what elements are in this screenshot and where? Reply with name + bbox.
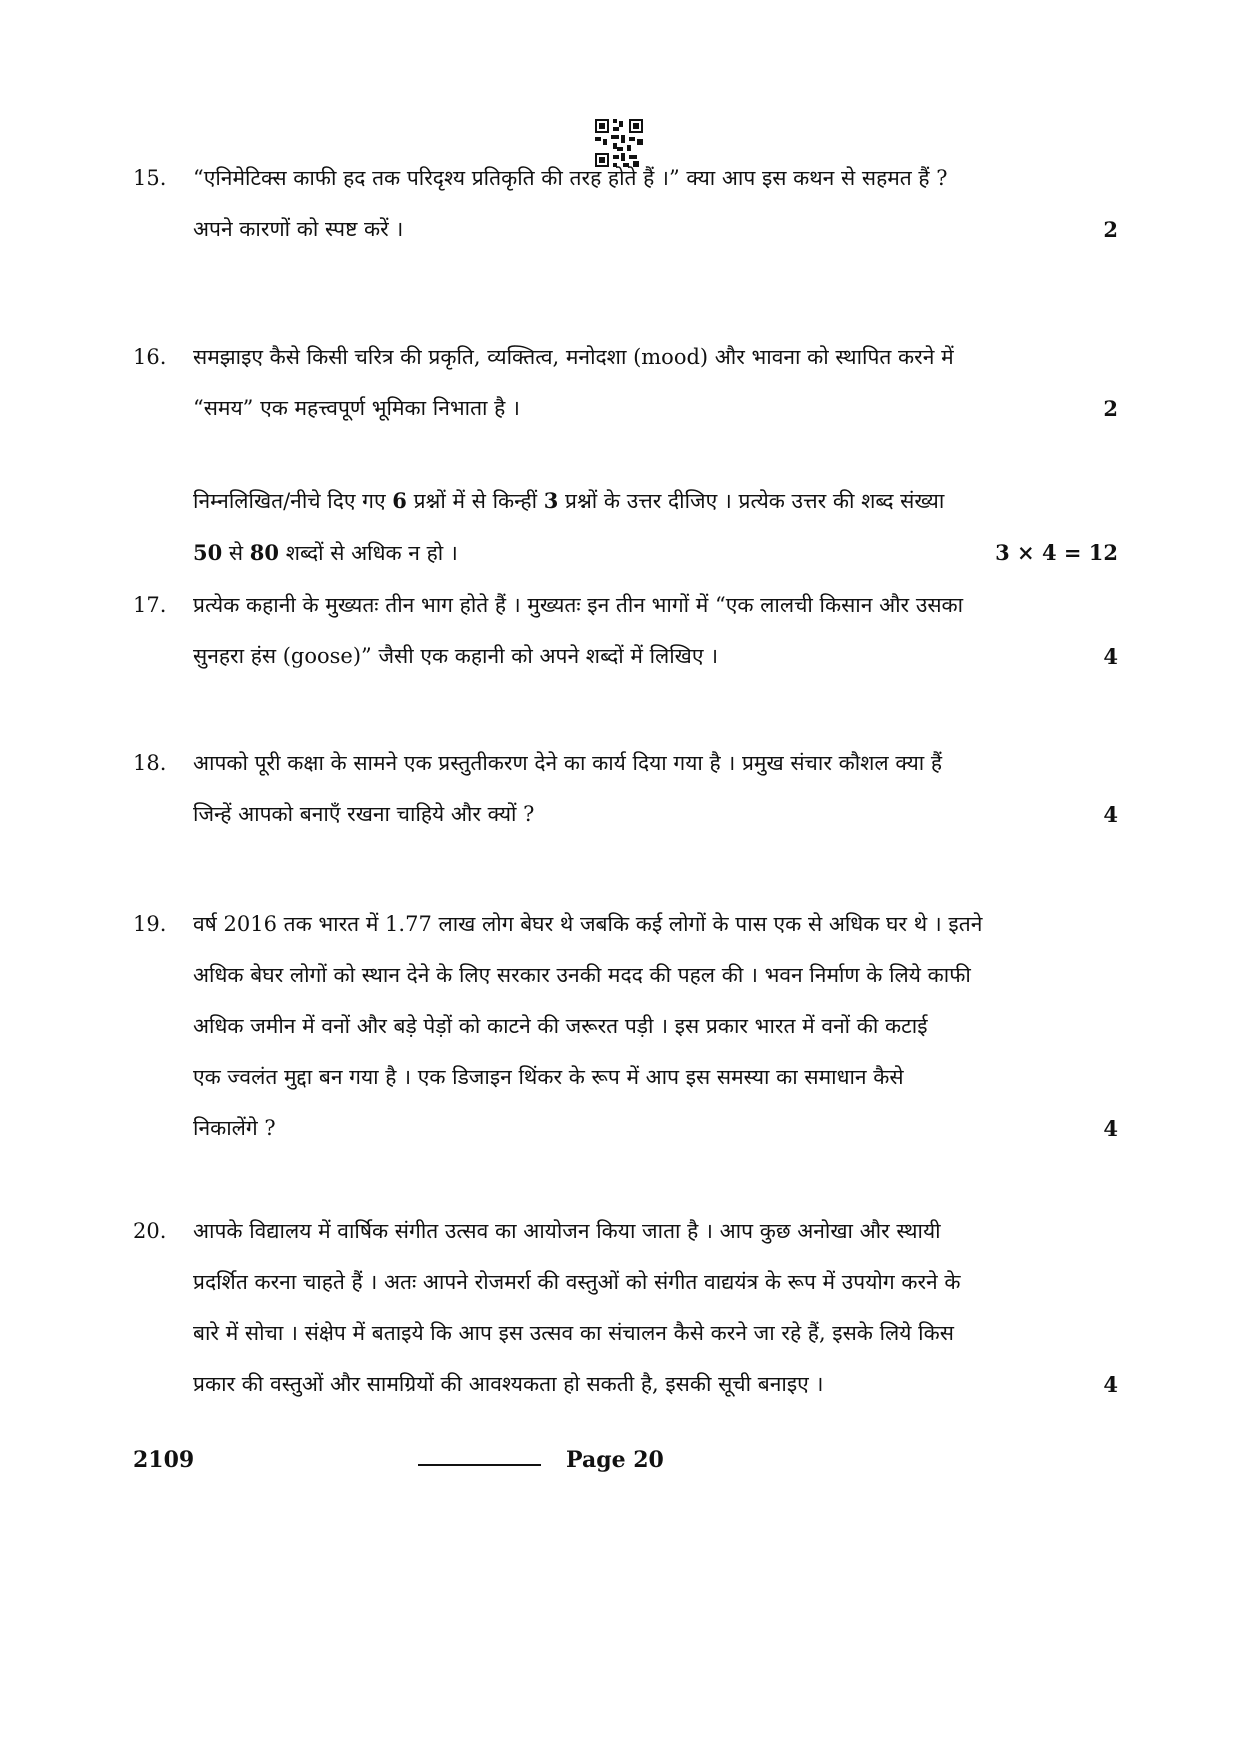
question-line: प्रत्येक कहानी के मुख्यतः तीन भाग होते हैं । मुख्यतः इन तीन भागों में “एक लालची किसान और उसका [193,593,964,617]
instruction-text: शब्दों से अधिक न हो । [279,541,458,565]
question-line: निकालेंगे ? [193,1116,276,1140]
question-text-18 [193,738,1063,840]
marks-16: 2 [1103,396,1118,421]
marks-20: 4 [1103,1372,1118,1397]
instruction-line-2 [193,527,1118,579]
instruction-text: निम्नलिखित/नीचे दिए गए [193,489,393,513]
instruction-text: प्रश्नों के उत्तर दीजिए । प्रत्येक उत्तर की शब्द संख्या [558,489,945,513]
question-text-16 [193,332,1063,434]
question-line: प्रकार की वस्तुओं और सामग्रियों की आवश्यकता हो सकती है, इसकी सूची बनाइए । [193,1372,824,1396]
question-number-20: 20. [133,1219,167,1243]
question-number-19: 19. [133,912,167,936]
section-instruction [193,475,1118,579]
question-text-15 [193,153,1063,255]
question-line: वर्ष 2016 तक भारत में 1.77 लाख लोग बेघर थे जबकि कई लोगों के पास एक से अधिक घर थे । इतने [193,912,983,936]
question-text-17 [193,580,1063,682]
question-line: जिन्हें आपको बनाएँ रखना चाहिये और क्यों ? [193,802,535,826]
question-number-15: 15. [133,166,167,190]
question-text-19 [193,899,1063,1154]
marks-15: 2 [1103,217,1118,242]
question-line: सुनहरा हंस (goose)” जैसी एक कहानी को अपने शब्दों में लिखिए । [193,644,719,668]
instruction-text: से [222,541,250,565]
question-line: आपको पूरी कक्षा के सामने एक प्रस्तुतीकरण देने का कार्य दिया गया है । प्रमुख संचार कौशल क्या हैं [193,751,943,775]
question-line: बारे में सोचा । संक्षेप में बताइये कि आप इस उत्सव का संचालन कैसे करने जा रहे हैं, इसके लिये किस [193,1321,954,1345]
instruction-count: 6 [392,488,407,513]
question-number-17: 17. [133,593,167,617]
question-line: अधिक बेघर लोगों को स्थान देने के लिए सरकार उनकी मदद की पहल की । भवन निर्माण के लिये काफी [193,963,971,987]
question-line: एक ज्वलंत मुद्दा बन गया है । एक डिजाइन थिंकर के रूप में आप इस समस्या का समाधान कैसे [193,1065,904,1089]
marks-18: 4 [1103,802,1118,827]
marks-19: 4 [1103,1116,1118,1141]
instruction-line-1 [193,475,1118,527]
question-number-16: 16. [133,345,167,369]
instruction-count: 80 [249,540,280,565]
footer-divider [418,1464,541,1466]
question-line: “समय” एक महत्त्वपूर्ण भूमिका निभाता है । [193,396,520,420]
question-line: आपके विद्यालय में वार्षिक संगीत उत्सव का आयोजन किया जाता है । आप कुछ अनोखा और स्थायी [193,1219,941,1243]
instruction-text: प्रश्नों में से किन्हीं [406,489,544,513]
question-line: “एनिमेटिक्स काफी हद तक परिदृश्य प्रतिकृति की तरह होते हैं ।” क्या आप इस कथन से सहमत हैं ? [193,166,948,190]
instruction-count: 50 [193,540,223,565]
question-text-20 [193,1206,1063,1410]
question-line: प्रदर्शित करना चाहते हैं । अतः आपने रोजमर्रा की वस्तुओं को संगीत वाद्ययंत्र के रूप में उपयोग करने के [193,1270,961,1294]
section-total-marks: 3 × 4 = 12 [995,540,1118,565]
paper-code: 2109 [133,1447,195,1473]
question-line: समझाइए कैसे किसी चरित्र की प्रकृति, व्यक्तित्व, मनोदशा (mood) और भावना को स्थापित करने में [193,345,954,369]
instruction-count: 3 [543,488,559,513]
question-line: अधिक जमीन में वनों और बड़े पेड़ों को काटने की जरूरत पड़ी । इस प्रकार भारत में वनों की कटाई [193,1014,928,1038]
page-number: Page 20 [566,1447,664,1473]
question-number-18: 18. [133,751,167,775]
marks-17: 4 [1103,644,1118,669]
question-line: अपने कारणों को स्पष्ट करें । [193,217,404,241]
